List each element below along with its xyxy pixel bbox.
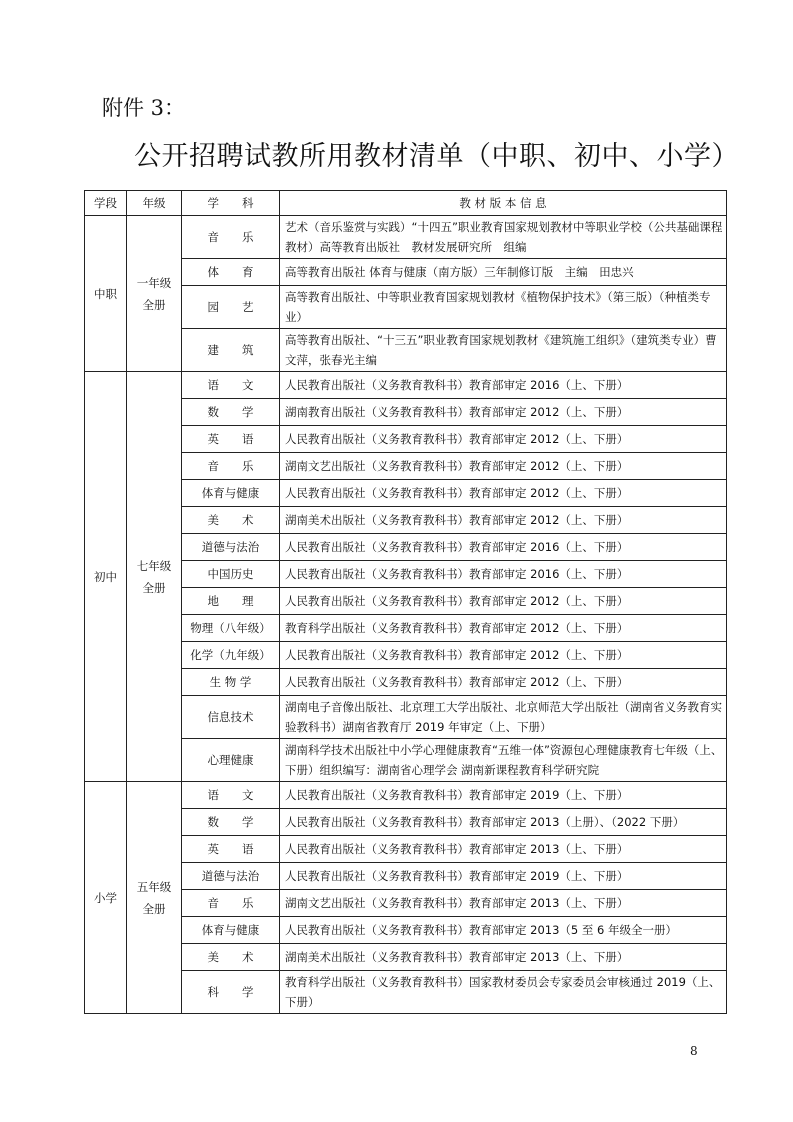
info-cell: 高等教育出版社、“十三五”职业教育国家规划教材《建筑施工组织》（建筑类专业）曹文萍，张春光主编 xyxy=(280,329,727,372)
subject-cell: 化学（九年级） xyxy=(182,642,280,669)
subject-cell: 音 乐 xyxy=(182,216,280,259)
table-row xyxy=(85,809,727,836)
subject-cell: 数 学 xyxy=(182,399,280,426)
subject-cell: 生 物 学 xyxy=(182,669,280,696)
subject-cell: 美 术 xyxy=(182,507,280,534)
subject-cell: 体育与健康 xyxy=(182,917,280,944)
info-cell: 人民教育出版社（义务教育教科书）教育部审定 2013（5 至 6 年级全一册） xyxy=(280,917,727,944)
subject-cell: 美 术 xyxy=(182,944,280,971)
subject-cell: 体 育 xyxy=(182,259,280,286)
info-cell: 湖南美术出版社（义务教育教科书）教育部审定 2012（上、下册） xyxy=(280,507,727,534)
table-row xyxy=(85,480,727,507)
table-row xyxy=(85,426,727,453)
table-row xyxy=(85,615,727,642)
header-subject: 学 科 xyxy=(182,191,280,216)
info-cell: 人民教育出版社（义务教育教科书）教育部审定 2019（上、下册） xyxy=(280,863,727,890)
table-row xyxy=(85,917,727,944)
subject-cell: 体育与健康 xyxy=(182,480,280,507)
info-cell: 人民教育出版社（义务教育教科书）教育部审定 2012（上、下册） xyxy=(280,426,727,453)
grade-line: 七年级 xyxy=(136,558,172,573)
table-row xyxy=(85,836,727,863)
info-cell: 人民教育出版社（义务教育教科书）教育部审定 2012（上、下册） xyxy=(280,669,727,696)
grade-line: 全册 xyxy=(142,901,166,916)
grade-cell xyxy=(127,372,182,782)
subject-cell: 科 学 xyxy=(182,971,280,1014)
document-title: 公开招聘试教所用教材清单（中职、初中、小学） xyxy=(134,141,739,172)
table-row xyxy=(85,453,727,480)
grade-line: 一年级 xyxy=(136,275,172,290)
table-row xyxy=(85,561,727,588)
info-cell: 人民教育出版社（义务教育教科书）教育部审定 2016（上、下册） xyxy=(280,372,727,399)
textbook-table xyxy=(84,190,727,1014)
subject-cell: 音 乐 xyxy=(182,890,280,917)
subject-cell: 中国历史 xyxy=(182,561,280,588)
table-row xyxy=(85,863,727,890)
info-cell: 艺术（音乐鉴赏与实践）“十四五”职业教育国家规划教材中等职业学校（公共基础课程教材）高等教育出版社 教材发展研究所 组编 xyxy=(280,216,727,259)
grade-cell xyxy=(127,782,182,1014)
info-cell: 人民教育出版社（义务教育教科书）教育部审定 2016（上、下册） xyxy=(280,561,727,588)
table-row xyxy=(85,890,727,917)
subject-cell: 园 艺 xyxy=(182,286,280,329)
table-row xyxy=(85,669,727,696)
info-cell: 高等教育出版社、中等职业教育国家规划教材《植物保护技术》（第三版）（种植类专业） xyxy=(280,286,727,329)
subject-cell: 建 筑 xyxy=(182,329,280,372)
table-row xyxy=(85,507,727,534)
info-cell: 湖南电子音像出版社、北京理工大学出版社、北京师范大学出版社（湖南省义务教育实验教科书）湖南省教育厅 2019 年审定（上、下册） xyxy=(280,696,727,739)
info-cell: 湖南文艺出版社（义务教育教科书）教育部审定 2013（上、下册） xyxy=(280,890,727,917)
subject-cell: 音 乐 xyxy=(182,453,280,480)
info-cell: 教育科学出版社（义务教育教科书）教育部审定 2012（上、下册） xyxy=(280,615,727,642)
table-row xyxy=(85,399,727,426)
info-cell: 湖南科学技术出版社中小学心理健康教育“五维一体”资源包心理健康教育七年级（上、下册）组织编写：湖南省心理学会 湖南新课程教育科学研究院 xyxy=(280,739,727,782)
table-row xyxy=(85,329,727,372)
table-row xyxy=(85,372,727,399)
info-cell: 教育科学出版社（义务教育教科书）国家教材委员会专家委员会审核通过 2019（上、下册） xyxy=(280,971,727,1014)
stage-cell: 初中 xyxy=(85,372,127,782)
grade-line: 五年级 xyxy=(136,879,172,894)
subject-cell: 地 理 xyxy=(182,588,280,615)
table-row xyxy=(85,971,727,1014)
subject-cell: 语 文 xyxy=(182,782,280,809)
stage-cell: 小学 xyxy=(85,782,127,1014)
info-cell: 湖南文艺出版社（义务教育教科书）教育部审定 2012（上、下册） xyxy=(280,453,727,480)
attachment-label: 附件 3： xyxy=(102,96,186,120)
stage-cell: 中职 xyxy=(85,216,127,372)
header-grade: 年级 xyxy=(127,191,182,216)
info-cell: 人民教育出版社（义务教育教科书）教育部审定 2019（上、下册） xyxy=(280,782,727,809)
info-cell: 人民教育出版社（义务教育教科书）教育部审定 2016（上、下册） xyxy=(280,534,727,561)
info-cell: 人民教育出版社（义务教育教科书）教育部审定 2012（上、下册） xyxy=(280,480,727,507)
header-stage: 学段 xyxy=(85,191,127,216)
info-cell: 湖南教育出版社（义务教育教科书）教育部审定 2012（上、下册） xyxy=(280,399,727,426)
info-cell: 人民教育出版社（义务教育教科书）教育部审定 2013（上册）、（2022 下册） xyxy=(280,809,727,836)
table-row xyxy=(85,642,727,669)
grade-cell xyxy=(127,216,182,372)
subject-cell: 物理（八年级） xyxy=(182,615,280,642)
info-cell: 湖南美术出版社（义务教育教科书）教育部审定 2013（上、下册） xyxy=(280,944,727,971)
subject-cell: 语 文 xyxy=(182,372,280,399)
subject-cell: 道德与法治 xyxy=(182,863,280,890)
info-cell: 人民教育出版社（义务教育教科书）教育部审定 2013（上、下册） xyxy=(280,836,727,863)
grade-line: 全册 xyxy=(142,297,166,312)
table-row xyxy=(85,944,727,971)
table-row xyxy=(85,286,727,329)
table-row xyxy=(85,696,727,739)
subject-cell: 信息技术 xyxy=(182,696,280,739)
header-info: 教 材 版 本 信 息 xyxy=(280,191,727,216)
subject-cell: 心理健康 xyxy=(182,739,280,782)
info-cell: 人民教育出版社（义务教育教科书）教育部审定 2012（上、下册） xyxy=(280,588,727,615)
table-header-row xyxy=(85,191,727,216)
subject-cell: 英 语 xyxy=(182,836,280,863)
subject-cell: 数 学 xyxy=(182,809,280,836)
info-cell: 高等教育出版社 体育与健康（南方版）三年制修订版 主编 田忠兴 xyxy=(280,259,727,286)
table-row xyxy=(85,739,727,782)
table-row xyxy=(85,216,727,259)
subject-cell: 道德与法治 xyxy=(182,534,280,561)
info-cell: 人民教育出版社（义务教育教科书）教育部审定 2012（上、下册） xyxy=(280,642,727,669)
table-row xyxy=(85,534,727,561)
grade-line: 全册 xyxy=(142,580,166,595)
table-row xyxy=(85,782,727,809)
table-row xyxy=(85,588,727,615)
table-row xyxy=(85,259,727,286)
page-number: 8 xyxy=(690,1044,698,1058)
subject-cell: 英 语 xyxy=(182,426,280,453)
